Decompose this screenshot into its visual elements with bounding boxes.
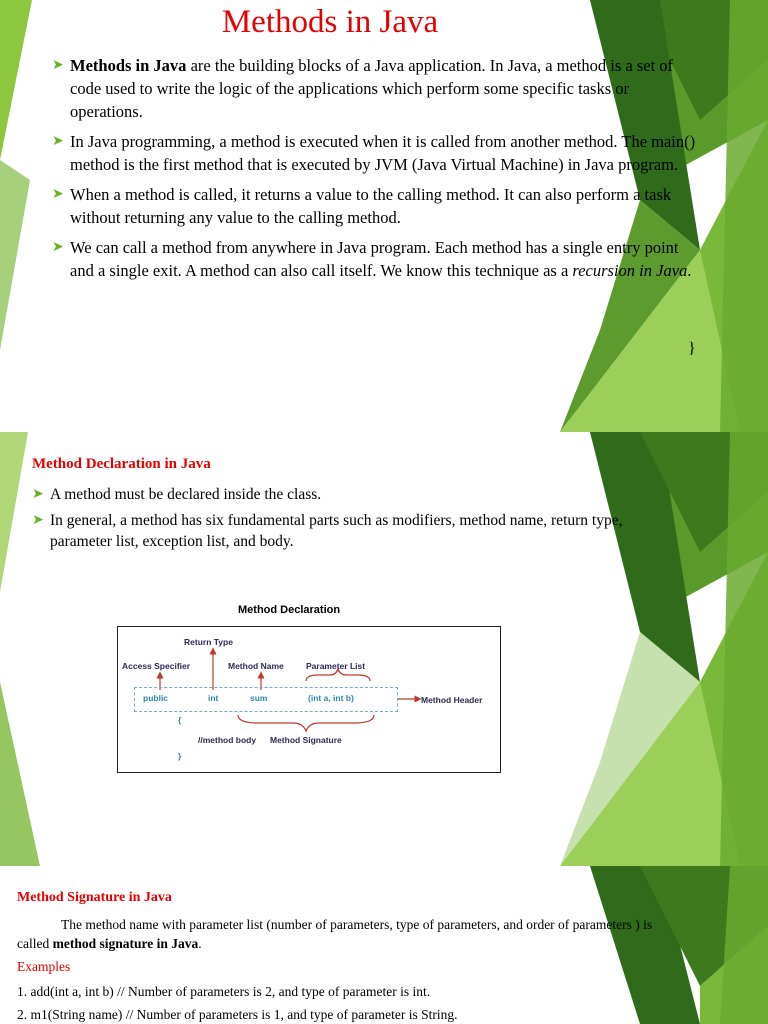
stray-brace: } [688, 340, 696, 357]
example-item: 2. m1(String name) // Number of parameters is 1, and type of parameter is String. [17, 1007, 458, 1022]
bullet-list [32, 484, 682, 557]
arrow-bullet-icon: ➤ [52, 58, 64, 73]
bold-term: Methods in Java [70, 56, 187, 75]
bullet-text: are the building blocks of a Java application. In Java, a method is a set of code used to write the logic of the applications which perform some specific tasks or operations. [70, 56, 674, 121]
method-signature-label: Method Signature [270, 735, 342, 745]
bullet-text: We can call a method from anywhere in Java program. Each method has a single entry point and a single exit. A method can also call itself. We know this technique as a [70, 238, 679, 280]
arrow-bullet-icon: ➤ [52, 134, 64, 149]
bullet-text: In Java programming, a method is executed when it is called from another method. The main() method is the first method that is executed by JVM (Java Virtual Machine) in Java program. [70, 132, 696, 174]
bullet-item [32, 510, 682, 552]
code-public: public [143, 693, 169, 703]
examples-label: Examples [17, 959, 71, 974]
slide-methods-in-java [0, 0, 768, 432]
bullet-item [52, 54, 702, 123]
parameter-list-label: Parameter List [306, 661, 366, 671]
bullet-item [52, 130, 702, 176]
method-header-label: Method Header [421, 695, 483, 705]
access-specifier-label: Access Specifier [122, 661, 191, 671]
bullet-list [52, 54, 702, 289]
return-type-label: Return Type [184, 637, 233, 647]
section-title: Method Signature in Java [17, 890, 172, 905]
code-open-brace: { [178, 715, 182, 725]
bold-term: method signature in Java [52, 936, 199, 951]
paragraph-text: The method name with parameter list (number of parameters, type of parameters, and order of parameters ) is called [17, 917, 653, 951]
bullet-item [52, 183, 702, 229]
code-params: (int a, int b) [308, 693, 354, 703]
bullet-item [52, 236, 702, 282]
code-int: int [208, 693, 219, 703]
signature-paragraph [17, 915, 677, 953]
section-title: Method Declaration in Java [32, 456, 211, 472]
slide-method-signature [0, 866, 768, 1024]
italic-term: recursion in Java [572, 261, 688, 280]
bullet-item [32, 484, 682, 505]
slide-method-declaration [0, 432, 768, 866]
code-close-brace: } [178, 751, 182, 761]
example-item: 1. add(int a, int b) // Number of parameters is 2, and type of parameter is int. [17, 984, 431, 999]
arrow-bullet-icon: ➤ [52, 187, 64, 202]
slide-title: Methods in Java [221, 4, 439, 40]
method-body-label: //method body [198, 735, 257, 745]
paragraph-end: . [198, 936, 202, 951]
bullet-text: When a method is called, it returns a value to the calling method. It can also perform a task without returning any value to the calling method. [70, 185, 672, 227]
bullet-text-end: . [687, 261, 692, 280]
figure-title: Method Declaration [238, 604, 341, 616]
bullet-text: A method must be declared inside the class. [50, 486, 322, 503]
method-name-label: Method Name [228, 661, 284, 671]
code-sum: sum [250, 693, 268, 703]
arrow-bullet-icon: ➤ [32, 487, 44, 502]
arrow-bullet-icon: ➤ [52, 240, 64, 255]
arrow-bullet-icon: ➤ [32, 513, 44, 528]
bullet-text: In general, a method has six fundamental parts such as modifiers, method name, return type, parameter list, exception list, and body. [50, 512, 623, 550]
